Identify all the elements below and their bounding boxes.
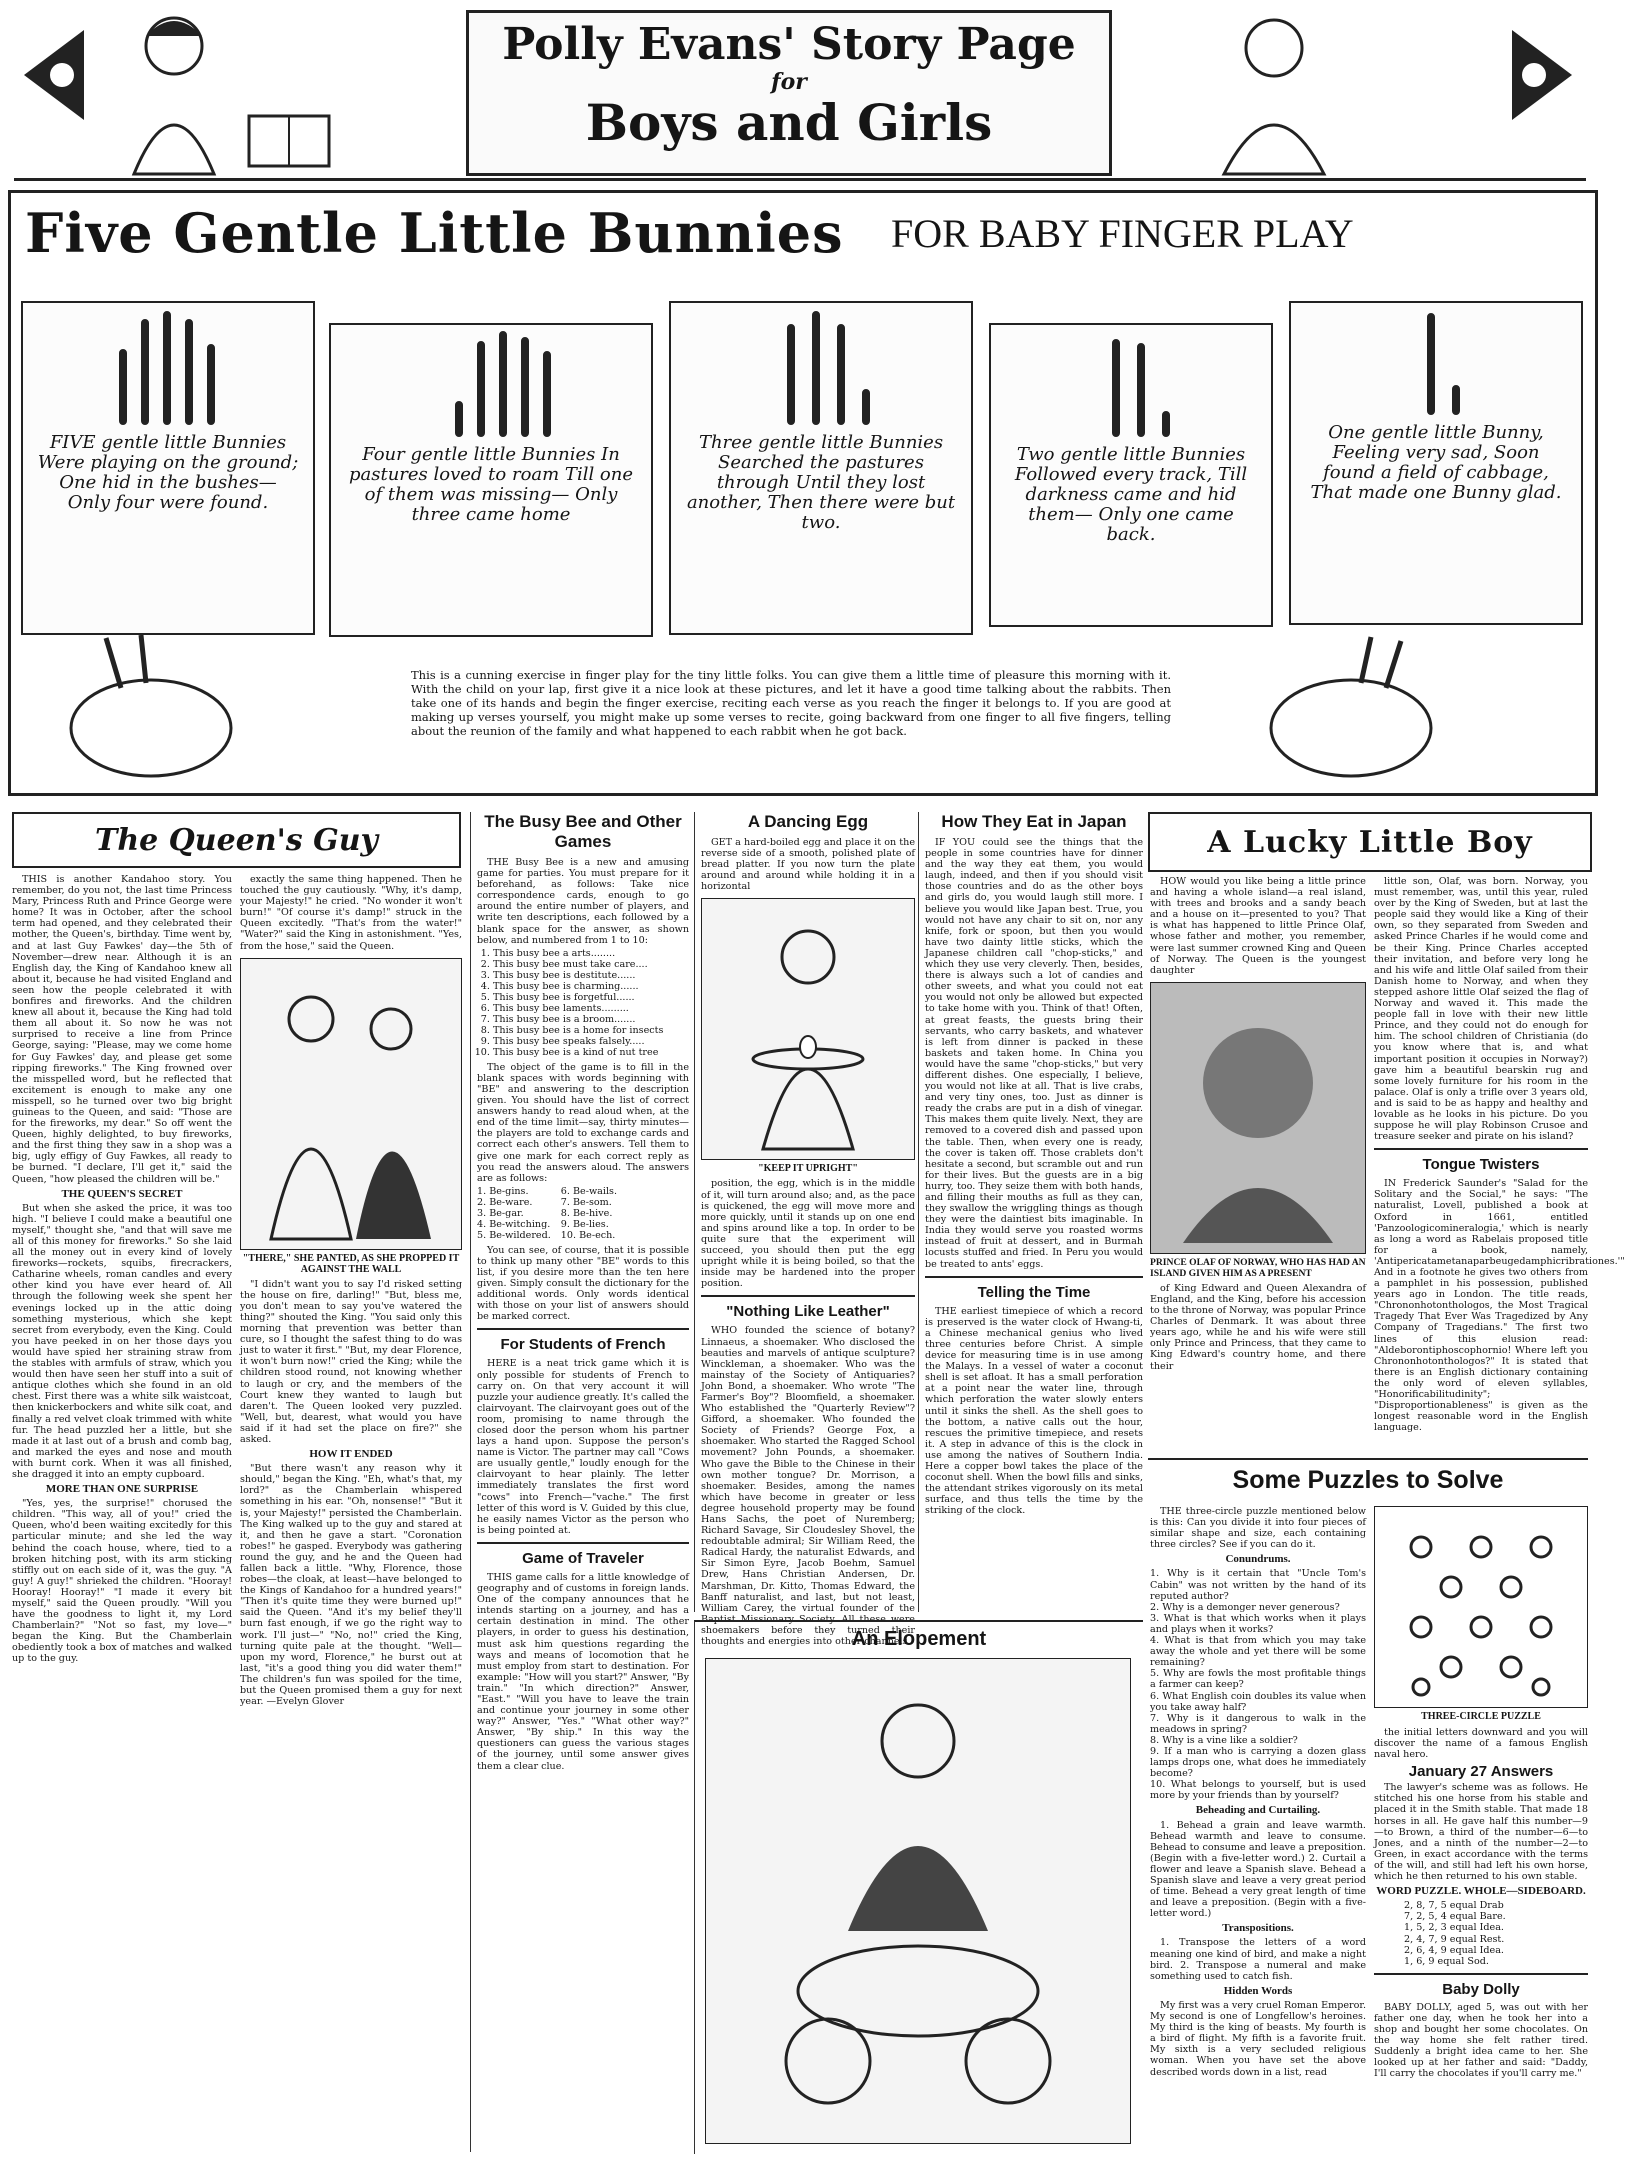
list-item: 2. Why is a demonger never generous?	[1150, 1601, 1340, 1613]
list-item: 2, 8, 7, 5 equal Drab	[1404, 1900, 1504, 1912]
queens-guy-col1	[12, 874, 232, 2149]
dancing-egg-text2: position, the egg, which is in the middle of it, will turn around also; and, as the pace is quickened, the egg will move more and more quickly, until it stands up on one end and spins around like a top. In order to be quite sure that the experiment will succeed, you should then put the egg upright while it is being boiled, so that the inside may be hardened into the proper position.	[701, 1178, 915, 1290]
queens-guy-header	[12, 812, 461, 868]
list-item: 1, 5, 2, 3 equal Idea.	[1404, 1922, 1504, 1934]
prince-olaf-caption: PRINCE OLAF OF NORWAY, WHO HAS HAD AN ISLAND GIVEN HIM AS A PRESENT	[1150, 1256, 1366, 1279]
masthead-title-line1: Polly Evans' Story Page	[502, 19, 1076, 70]
rabbits-riding-cart-illustration-icon	[718, 1671, 1118, 2131]
list-item: 3. This busy bee is destitute......	[493, 970, 689, 981]
busy-bee-list	[477, 948, 689, 1058]
list-item: 4. What is that from which you may take away the whole and yet there will be some remaining?	[1150, 1635, 1366, 1669]
list-item: 1. Be-gins.	[477, 1185, 529, 1197]
list-item: 10. Be-ech.	[560, 1229, 616, 1241]
girl-illustration-icon	[104, 6, 244, 174]
masthead	[14, 6, 1586, 181]
bunnies-subtitle: FOR BABY FINGER PLAY	[891, 211, 1354, 256]
japan-title: How They Eat in Japan	[941, 812, 1127, 831]
busy-bee-answers-right	[561, 1186, 617, 1241]
leather-text: WHO founded the science of botany? Linnaeus, a shoemaker. Who disclosed the beauties and marvels of antique sculpture? Winckleman, a shoemaker. Who was the mainstay of the Society of Antiquaries? John Bond, a shoemaker. Who wrote "The Farmer's Boy"? Bloomfield, a shoemaker. Who established the "Quarterly Review"? Gifford, a shoemaker. Who founded the Society of Friends? George Fox, a shoemaker. Who started the Ragged School movement? John Pounds, a shoemaker. Who gave the Bible to the Chinese in their own mother tongue? Dr. Morrison, a shoemaker. Besides, among the names which have become in greater or less degree household property may be found Hans Sachs, the poet of Nuremberg; Richard Savage, Sir Cloudesley Shovel, the redoubtable admiral; Sir William Reed, the Radical Hardy, the naturalist Edwards, and Sir Simon Eyre, Jacob Boehm, Samuel Drew, Hans Christian Andersen, Dr. Marshman, Dr. Kitto, Thomas Edward, the Banff naturalist, and last, but not least, William Carey, the virtual founder of the Baptist Missionary Society. All these were shoemakers before they turned their thoughts and energies into other channels.	[701, 1325, 915, 1648]
lucky-boy-text2: of King Edward and Queen Alexandra of England, and the King, before his accession to the throne of Norway, was popular Prince Charles of Denmark. It was about three years ago, while he and his wife were still only Prince and Princess, that they came to King Edward's country home, and there their	[1150, 1282, 1366, 1372]
telling-time-text: THE earliest timepiece of which a record is preserved is the water clock of Hwang-ti, a Chinese mechanical genius who lived three centuries before Christ. A simple device for measuring time is in use among the Malays. In a vessel of water a coconut shell is set afloat. It has a small perforation at a point near the water line, through which perforation the water slowly enters until it sinks the shell. As the shell goes to the bottom, a native calls out the hour, rescues the primitive timepiece, and resets it. A step in advance of this is the clock in use among the natives of Southern India. Here a copper bowl takes the place of the coconut shell. When the bowl fills and sinks, the attendant strikes vigorously on its metal surface, and thus tells the time by the striking of the clock.	[925, 1305, 1143, 1517]
word-puzzle-heading: WORD PUZZLE. WHOLE—SIDEBOARD.	[1376, 1885, 1586, 1898]
queens-guy-intro: THIS is another Kandahoo story. You remember, do you not, the last time Princess Mary, Princess Ruth and Prince George were home? It was in October, after the school term had opened, and they celebrated their mother, the Queen's, birthday. Time went by, and at last Guy Fawkes' day—the 5th of November—drew near. Although it is an English day, the King of Kandahoo knew all about it, because he had visited England and seen how the people celebrated it with bonfires and fireworks. And the children knew all about it, because the King had told them all about it. So now he was not surprised to receive a line from Prince George, saying: "Please, may we come home for Guy Fawkes' day, and please get some ripping fireworks." The King frowned over the misspelled word, but he reflected that excitement is enough to make any one misspell, so he turned over two big bright guineas to the Queen, and said: "Those are for the fireworks, my dear." So off went the Queen, highly delighted, to buy fireworks, and the first thing they saw in a shop was a big, ugly effigy of Guy Fawkes, all ready to be burned. "I declare, I'll get it," said the Queen, "how pleased the children will be."	[12, 874, 232, 1185]
queens-guy-col2-text-a: exactly the same thing happened. Then he touched the guy cautiously. "Why, it's damp, your Majesty!" he cried. "No wonder it won't burn!" "Of course it's damp!" struck in the Queen excitedly. "That's from the water!" "Water?" said the King in astonishment. "Yes, from the hose," said the Queen.	[240, 874, 462, 952]
verse-5: One gentle little Bunny, Feeling very sad, Soon found a field of cabbage, That made one Bunny glad.	[1310, 422, 1562, 503]
verse-card-4	[989, 323, 1273, 627]
list-item: 6. Be-wails.	[560, 1185, 618, 1197]
boy-illustration-icon	[1194, 6, 1354, 174]
list-item: 5. Be-wildered.	[477, 1229, 551, 1241]
divider	[701, 1295, 915, 1297]
elopement-title: An Elopement	[851, 1628, 987, 1650]
list-item: 9. This busy bee speaks falsely.....	[493, 1036, 689, 1047]
leather-title: "Nothing Like Leather"	[726, 1303, 890, 1321]
queens-guy-title: The Queen's Guy	[95, 822, 378, 858]
masthead-title-for: for	[771, 69, 807, 95]
list-item: 3. What is that which works when it plays and plays when it works?	[1150, 1612, 1366, 1635]
dancing-egg-text: GET a hard-boiled egg and place it on the reverse side of a smooth, polished plate of bread platter. If you now turn the plate around and around while holding it in a horizontal	[701, 837, 915, 893]
list-item: 7, 2, 5, 4 equal Bare.	[1404, 1911, 1506, 1923]
verse-card-3	[669, 301, 973, 635]
verse-2: Four gentle little Bunnies In pastures loved to roam Till one of them was missing— Only three came home	[348, 444, 634, 525]
transpositions-text: 1. Transpose the letters of a word meaning one kind of bird, and make a night bird. 2. Transpose a numeral and make something used to catch fish.	[1150, 1937, 1366, 1982]
hand-one-finger-icon	[1291, 303, 1581, 413]
puzzles-title: Some Puzzles to Solve	[1232, 1466, 1504, 1494]
busy-bee-end: You can see, of course, that it is possible to think up many other "BE" words to this list, if you desire more than the ten here given. Simply consult the dictionary for the additional words. Only words identical with those on your list of answers should be marked correct.	[477, 1244, 689, 1323]
bunnies-intro: This is a cunning exercise in finger play for the tiny little folks. You can give them a little time of pleasure this morning with it. With the child on your lap, first give it a nice look at these pictures, and let it have a good time talking about the rabbits. Then take one of its hands and begin the finger exercise, reciting each verse as you reach the finger it belongs to. If you are good at making up verses yourself, you might make up some verses to recite, going backward from one finger to all five fingers, telling about the reunion of the family and what happened to each rabbit when he got back.	[411, 668, 1171, 738]
beheading-text: 1. Behead a grain and leave warmth. Behead warmth and leave to consume. Behead to consume and leave a preposition. (Begin with a five-letter word.) 2. Curtail a flower and leave a Spanish slave. Behead a Spanish slave and leave a very great period of time. Behead a very great length of time and leave a preposition. (Begin with a five-letter word.)	[1150, 1819, 1366, 1920]
hand-five-fingers-icon	[23, 303, 313, 423]
dancing-egg-title: A Dancing Egg	[747, 812, 869, 831]
lucky-boy-text: HOW would you like being a little prince and having a whole island—a real island, with trees and brooks and a sandy beach and a house on it—presented to you? That is what has happened to little Prince Olaf, whose father and mother, you remember, were last summer crowned King and Queen of Norway. The Queen is the youngest daughter	[1150, 876, 1366, 976]
busy-bee-answers-left	[477, 1186, 551, 1241]
queen-and-guy-illustration-icon	[251, 969, 451, 1239]
dancing-egg-figure	[701, 898, 915, 1160]
list-item: 7. This busy bee is a broom.......	[493, 1014, 689, 1025]
list-item: 1, 6, 9 equal Sod.	[1404, 1955, 1489, 1967]
japan-column	[918, 812, 1143, 1612]
list-item: 6. What English coin doubles its value when you take away half?	[1150, 1690, 1366, 1713]
lucky-boy-title: A Lucky Little Boy	[1207, 824, 1533, 860]
puzzles-col-left	[1150, 1506, 1366, 2152]
masthead-title-line2: Boys and Girls	[585, 93, 993, 152]
list-item: 2. Be-ware.	[477, 1196, 533, 1208]
hidden-words-heading: Hidden Words	[1223, 1984, 1293, 1997]
list-item: 8. This busy bee is a home for insects	[493, 1025, 689, 1036]
divider	[477, 1542, 689, 1544]
january-answers-title: January 27 Answers	[1408, 1763, 1554, 1781]
transpositions-heading: Transpositions.	[1222, 1922, 1294, 1935]
list-item: 1. This busy bee a arts........	[493, 948, 689, 959]
surprise-heading: MORE THAN ONE SURPRISE	[45, 1483, 199, 1496]
busy-bee-answers	[477, 1186, 689, 1241]
three-circle-caption: THREE-CIRCLE PUZZLE	[1421, 1711, 1541, 1722]
list-item: 6. This busy bee laments.........	[493, 1003, 689, 1014]
list-item: 2. This busy bee must take care....	[493, 959, 689, 970]
verse-4: Two gentle little Bunnies Followed every track, Till darkness came and hid them— Only one came back.	[1014, 444, 1248, 545]
lucky-boy-header	[1148, 812, 1592, 872]
elopement-figure	[705, 1658, 1131, 2144]
dancing-egg-caption: "KEEP IT UPRIGHT"	[758, 1163, 858, 1175]
japan-text: IF YOU could see the things that the people in some countries have for dinner and the way they eat them, you would laugh, indeed, and then if you should visit those countries and do as the other boys and girls do, you would laugh still more. I believe you would like Japan best. True, you would not have any chair to sit on, nor any knife, fork or spoon, but then you would have two dainty little sticks, which the Japanese children call "chop-sticks," and which they use very cleverly. Then, besides, there is always such a lot of candies and other sweets, and what you could not eat you would not only be allowed but expected to take home with you. Think of that! Often, at great feasts, the guests bring their servants, who carry baskets, and whatever is left from dinner is packed in these baskets and taken home. In China you would have the same "chop-sticks," but very different dishes. One especially, I believe, you would not like at all. That is live crabs, and very tiny ones, too. Just as dinner is ready the crabs are put in a dish of vinegar. This makes them quite lively. Next, they are removed to a covered dish and passed upon the table. Then, when every one is ready, the cover is taken off. Those crablets don't hesitate a second, but scramble out and run for their lives. But the guests are in a big hurry, too. They seize them with both hands, and filling their mouths as full as they can, they swallow the wriggling things as though they were the daintiest bits imaginable. In India they would serve you roasted worms instead of fruit at dessert, and in Burmah locusts stuffed and fried. In Peru you would be treated to ants' eggs.	[925, 837, 1143, 1270]
left-ornament-icon	[14, 20, 94, 130]
child-portrait-icon	[1163, 993, 1353, 1243]
puzzles-right-text: the initial letters downward and you will discover the name of a famous English naval hero.	[1374, 1727, 1588, 1761]
queens-guy-col2-text-b: "I didn't want you to say I'd risked setting the house on fire, darling!" "But, bless me, you don't mean to say you've watered the thing?" shouted the King. "You said only this morning that prevention was better than cure, so I thought the safest thing to do was just to water it first." "But, my dear Florence, it won't burn now!" cried the King; while the children stood round, not knowing whether to laugh or cry, and the members of the Court knew they wanted to laugh but daren't. The Queen looked very puzzled. "Well, but, dearest, what would you have said if it had set the place on fire?" she asked.	[240, 1278, 462, 1445]
boy-with-plate-illustration-icon	[718, 909, 898, 1149]
list-item: 7. Why is it dangerous to walk in the meadows in spring?	[1150, 1712, 1366, 1735]
hand-two-fingers-icon	[991, 325, 1271, 435]
list-item: 4. Be-witching.	[477, 1218, 551, 1230]
tongue-twisters-text: IN Frederick Saunder's "Salad for the Solitary and the Social," he says: "The naturalist, Lovell, published a book at Oxford in 1661, entitled 'Panzoologicomineralogia,' which is nearly as long a word as Rabelais proposed title for a book, namely, 'Antipericatametanaparbeugedamphicribrationes.'" And in a footnote he gives two others from a pamphlet in his possession, published years ago in London. The title reads, "Chrononhotonthologos, the Most Tragical Tragedy That Ever Was Tragedized by Any Company of Tragedians." The first two lines of this elusion read: "Aldeborontiphoscophornio! Where left you Chrononhotonthologos?" It is stated that there is an English dictionary containing the only word of eleven syllables, "Honorificabilitudinity"; "Disproportionableness" is given as the longest reasonable word in the English language.	[1374, 1178, 1625, 1434]
how-it-ended-heading: HOW IT ENDED	[309, 1448, 393, 1461]
list-item: 10. This busy bee is a kind of nut tree	[493, 1047, 689, 1058]
verse-1: FIVE gentle little Bunnies Were playing on the ground; One hid in the bushes— Only four were found.	[37, 432, 299, 513]
surprise-text: "Yes, yes, the surprise!" chorused the children. "This way, all of you!" cried the Queen, who'd been waiting excitedly for this particular minute; and she led the way behind the coach house, where, tied to a broken hitching post, with its arm sticking stiffly out on each side of it, was the guy. "A guy! A guy!" shrieked the children. "Hooray! Hooray! Hooray!" "I made it every bit myself," said the Queen proudly. "Will you have the goodness to light it, my Lord Chamberlain?" "Not so fast, my love—" began the King. But the Chamberlain obediently took a box of matches and walked up to the guy.	[12, 1498, 232, 1665]
lucky-boy-col-left	[1150, 876, 1366, 1446]
baby-dolly-text: BABY DOLLY, aged 5, was out with her father one day, when he took her into a shop and bought her some chocolates. On the way home she felt rather tired. Suddenly a bright idea came to her. She looked up at her father and said: "Daddy, I'll carry the chocolates if you'll carry me."	[1374, 2001, 1588, 2080]
bunnies-section	[8, 190, 1598, 796]
book-illustration-icon	[244, 86, 334, 176]
three-circle-puzzle-figure	[1374, 1506, 1588, 1708]
list-item: 1. Why is it certain that "Uncle Tom's Cabin" was not written by the hand of its reputed author?	[1150, 1568, 1366, 1602]
verse-card-1	[21, 301, 315, 635]
puzzles-col-right	[1374, 1506, 1588, 2152]
rabbit-right-icon	[1251, 633, 1451, 783]
circles-grid-icon	[1386, 1512, 1576, 1702]
lucky-boy-col-right	[1374, 876, 1625, 1434]
list-item: 2, 4, 7, 9 equal Rest.	[1404, 1933, 1505, 1945]
traveler-title: Game of Traveler	[522, 1549, 644, 1567]
busy-bee-column	[470, 812, 689, 2152]
list-item: 4. This busy bee is charming......	[493, 981, 689, 992]
divider	[1374, 1148, 1588, 1150]
busy-bee-middle: The object of the game is to fill in the blank spaces with words beginning with "BE" and answering to the description given. You should have the list of correct answers handy to read aloud when, at the end of the time limit—say, thirty minutes—the players are told to exchange cards and correct each other's answers. Tell them to give one mark for each correct reply as you read the answers aloud. The answers are as follows:	[477, 1061, 689, 1184]
list-item: 8. Be-hive.	[560, 1207, 613, 1219]
verse-card-5	[1289, 301, 1583, 625]
busy-bee-title: The Busy Bee and Other Games	[484, 812, 682, 851]
bunnies-title: Five Gentle Little Bunnies	[25, 201, 844, 265]
list-item: 5. This busy bee is forgetful......	[493, 992, 689, 1003]
right-ornament-icon	[1502, 20, 1582, 130]
beheading-heading: Beheading and Curtailing.	[1195, 1804, 1321, 1817]
french-title: For Students of French	[500, 1336, 666, 1354]
conundrums-heading: Conundrums.	[1225, 1553, 1291, 1566]
puzzles-intro: THE three-circle puzzle mentioned below is this: Can you divide it into four pieces of similar shape and size, each containing three circles? See if you can do it.	[1150, 1506, 1366, 1551]
verse-3: Three gentle little Bunnies Searched the pastures through Until they lost another, Then there were but two.	[686, 432, 956, 533]
baby-dolly-title: Baby Dolly	[1442, 1980, 1520, 1998]
january-answers-text: The lawyer's scheme was as follows. He stitched his one horse from his stable and placed it in the Smith stable. That made 18 horses in all. He gave half this number—9—to Brown, a third of the number—6—to Jones, and a ninth of the number—2—to Green, in exact accordance with the terms of the will, and still had left his own horse, which he then returned to his own stable.	[1374, 1782, 1588, 1883]
puzzles-header	[1148, 1458, 1588, 1504]
title-panel	[466, 10, 1112, 176]
queens-guy-col2	[240, 874, 462, 2149]
how-it-ended-text: "But there wasn't any reason why it should," began the King. "Eh, what's that, my lord?" as the Chamberlain whispered something in his ear. "Oh, nonsense!" "But it is, your Majesty!" persisted the Chamberlain. The King walked up to the guy and stared at it, and then he gave a start. "Coronation robes!" he gasped. Everybody was gathering round the guy, and he and the Queen had fallen back a little. "Why, Florence, those robes—the cloak, at least—have belonged to the Kings of Kandahoo for a hundred years!" "Then it's quite time they were burned up!" said the Queen. "And it's my belief they'll burn fast enough, if we go the right way to work. I'll just—" "No, no!" cried the King, turning quite pale at the thought. "Well—upon my word, Florence," he burst out at last, "it's a good thing you did water them!" The children's fun was spoiled for the time, but the Queen promised them a guy for next year. —Evelyn Glover	[240, 1463, 462, 1708]
queens-guy-figure-caption: "THERE," SHE PANTED, AS SHE PROPPED IT AGAINST THE WALL	[242, 1252, 460, 1275]
prince-olaf-photo	[1150, 982, 1366, 1254]
busy-bee-intro: THE Busy Bee is a new and amusing game for parties. You must prepare for it beforehand, as follows: Take nice correspondence cards, enough to go around the entire number of players, and write ten descriptions, each followed by a blank space for the answer, as shown below, and numbered from 1 to 10:	[477, 857, 689, 946]
rabbit-left-icon	[51, 633, 251, 783]
queens-secret-heading: THE QUEEN'S SECRET	[61, 1187, 183, 1200]
divider	[1374, 1973, 1588, 1975]
dancing-egg-column	[694, 812, 915, 1648]
queens-guy-figure	[240, 958, 462, 1250]
hidden-words-text: My first was a very cruel Roman Emperor. My second is one of Longfellow's heroines. My third is the king of beasts. My fourth is a bird of flight. My fifth is a favorite fruit. My sixth is a very secluded religious woman. When you have set the above described words down in a list, read	[1150, 1999, 1366, 2078]
verse-card-2	[329, 323, 653, 637]
queens-secret-text: But when she asked the price, it was too high. "I believe I could make a beautiful one myself," thought she, "and that will save me all of this money for fireworks." So she laid all the money out in every kind of lovely fireworks—rockets, squibs, firecrackers, Catharine wheels, roman candles and every other kind you have ever heard of. All through the following week she spent her evenings locked up in the attic doing something mysterious, which she kept secret from everybody, even the King. Could you have peeked in on her those days you would have spied her straining straw from the stables with armfuls of straw, which you would then have seen her stuff into a suit of antique clothes which she found in an old chest. First there was a white silk waistcoat, then knickerbockers and white silk coat, and finally a red velvet cloak trimmed with white fur. The head puzzled her a little, but she made it at last out of a brush and comb bag, and marked the eyes and nose and mouth with burnt cork. When it was all finished, she dragged it into an empty cupboard.	[12, 1202, 232, 1480]
divider	[477, 1328, 689, 1330]
french-text: HERE is a neat trick game which it is only possible for students of French to carry on. On that very account it will puzzle your audience greatly. It's called the clairvoyant. The clairvoyant goes out of the room, promising to name through the closed door the person whom his partner lays a hand upon. Suppose the person's name is Victor. The partner may call "Cows are usually gentle," loudly enough for the clairvoyant to hear plainly. The letter immediately translates the first word "cows" into French—"vache." The first letter of this word is V. Guided by this clue, he easily names Victor as the person who is being pointed at.	[477, 1358, 689, 1536]
list-item: 9. If a man who is carrying a dozen glass lamps drops one, what does he immediately become?	[1150, 1745, 1366, 1780]
hand-four-fingers-icon	[331, 325, 651, 435]
tongue-twisters-title: Tongue Twisters	[1422, 1156, 1540, 1174]
traveler-text: THIS game calls for a little knowledge of geography and of customs in foreign lands. One of the company announces that he intends starting on a journey, and has a certain destination in mind. The other players, in order to guess his destination, must ask him questions regarding the ways and means of locomotion that he must employ from start to destination. For example: "How will you start?" Answer, "By train." "In which direction?" Answer, "East." "Will you have to leave the train and continue your journey in some other way?" Answer, "Yes." "What other way?" Answer, "By ship." In this way the questioners can guess the various stages of the journey, until some answer gives them a clear clue.	[477, 1571, 689, 1772]
hand-three-fingers-icon	[671, 303, 971, 423]
list-item: 7. Be-som.	[560, 1196, 612, 1208]
elopement-section	[694, 1620, 1143, 2154]
list-item: 9. Be-lies.	[560, 1218, 609, 1230]
lucky-boy-text-right: little son, Olaf, was born. Norway, you must remember, was, until this year, ruled over by the King of Sweden, but at last the people said they would like a King of their own, so they separated from Sweden and asked Prince Charles if he would come and be their King. Prince Charles accepted their invitation, and before very long he and his wife and little Olaf sailed from their Danish home to Norway, and when they stepped ashore little Olaf seized the flag of Norway and waved it. This made the people fall in love with their new little Prince, and they could not do enough for him. The school children of Christiania (do you know where that is, and what important position it occupies in Norway?) gave him a beautiful bearskin rug and some lovely furniture for his room in the palace. Olaf is only a trifle over 3 years old, and is said to be as happy and healthy and lovable as he looks in his picture. Do you suppose he will play Robinson Crusoe and treasure seeker and pirate on his island?	[1374, 876, 1588, 1143]
list-item: 8. Why is a vine like a soldier?	[1150, 1734, 1298, 1746]
divider	[925, 1276, 1143, 1278]
list-item: 10. What belongs to yourself, but is used more by your friends than by yourself?	[1150, 1779, 1366, 1802]
telling-time-title: Telling the Time	[977, 1283, 1091, 1301]
list-item: 2, 6, 4, 9 equal Idea.	[1404, 1944, 1504, 1956]
list-item: 5. Why are fowls the most profitable things a farmer can keep?	[1150, 1668, 1366, 1691]
list-item: 3. Be-gar.	[477, 1207, 524, 1219]
